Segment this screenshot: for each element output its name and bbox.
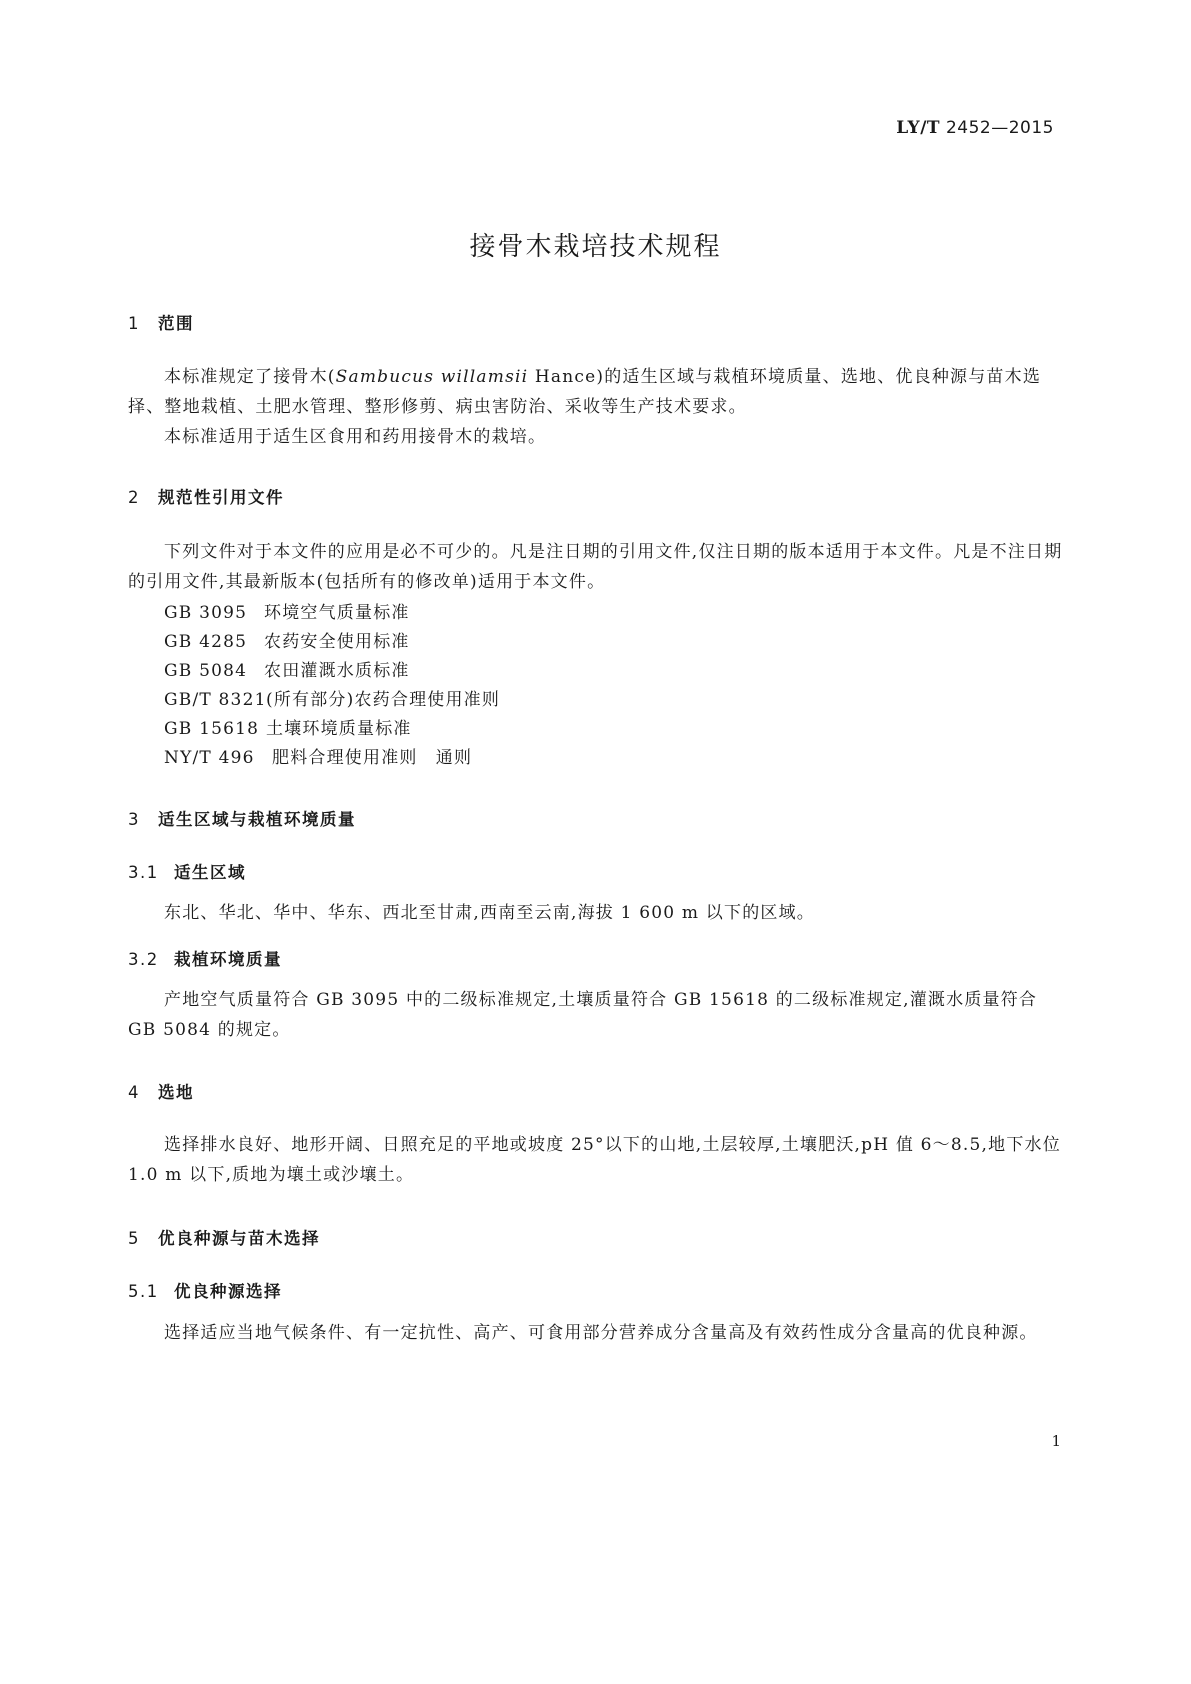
section-number: 1 [128,314,140,333]
paragraph-site-selection: 选择排水良好、地形开阔、日照充足的平地或坡度 25°以下的山地,土层较厚,土壤肥沃,pH 值 6～8.5,地下水位 1.0 m 以下,质地为壤土或沙壤土。 [128,1135,1061,1185]
standard-code-number: 2452—2015 [945,118,1054,138]
reference-item: NY/T 496 肥料合理使用准则 通则 [164,748,473,768]
paragraph-provenance-selection: 选择适应当地气候条件、有一定抗性、高产、可食用部分营养成分含量高及有效药性成分含量高的优良种源。 [164,1323,1038,1343]
standard-code [896,118,1054,138]
reference-item: GB 5084 农田灌溉水质标准 [164,661,410,681]
paragraph-scope: 本标准规定了接骨木(Sambucus willamsii Hance)的适生区域与栽植环境质量、选地、优良种源与苗木选择、整地栽植、土肥水管理、整形修剪、病虫害防治、采收等生产技术要求。 [128,367,1042,417]
document-title: 接骨木栽培技术规程 [469,232,722,262]
reference-item: GB 15618 土壤环境质量标准 [164,719,412,739]
reference-item: GB 4285 农药安全使用标准 [164,632,410,652]
paragraph-environment-quality: 产地空气质量符合 GB 3095 中的二级标准规定,土壤质量符合 GB 15618 的二级标准规定,灌溉水质量符合 GB 5084 的规定。 [128,990,1038,1040]
subsection-heading-5-1: 5.1 优良种源选择 [128,1282,282,1301]
reference-item [164,598,410,623]
section-heading-2: 2 规范性引用文件 [128,488,284,507]
paragraph-applicability: 本标准适用于适生区食用和药用接骨木的栽培。 [164,427,547,447]
section-heading-5: 5 优良种源与苗木选择 [128,1229,320,1248]
subsection-heading-3-1: 3.1 适生区域 [128,863,246,882]
reference-item: GB/T 8321(所有部分)农药合理使用准则 [164,690,501,710]
section-title: 范围 [158,314,194,333]
section-heading-1 [128,310,194,334]
section-heading-4: 4 选地 [128,1083,194,1102]
reference-title: 环境空气质量标准 [264,603,410,623]
paragraph-suitable-region: 东北、华北、华中、华东、西北至甘肃,西南至云南,海拔 1 600 m 以下的区域。 [164,903,816,923]
section-heading-3: 3 适生区域与栽植环境质量 [128,810,356,829]
paragraph-normative-refs-intro: 下列文件对于本文件的应用是必不可少的。凡是注日期的引用文件,仅注日期的版本适用于本文件。凡是不注日期的引用文件,其最新版本(包括所有的修改单)适用于本文件。 [128,542,1063,592]
page-number: 1 [1051,1432,1061,1450]
reference-code: GB 3095 [164,603,248,623]
subsection-heading-3-2: 3.2 栽植环境质量 [128,950,282,969]
species-name: Sambucus willamsii [335,367,529,387]
standard-code-prefix: LY/T [896,118,941,138]
